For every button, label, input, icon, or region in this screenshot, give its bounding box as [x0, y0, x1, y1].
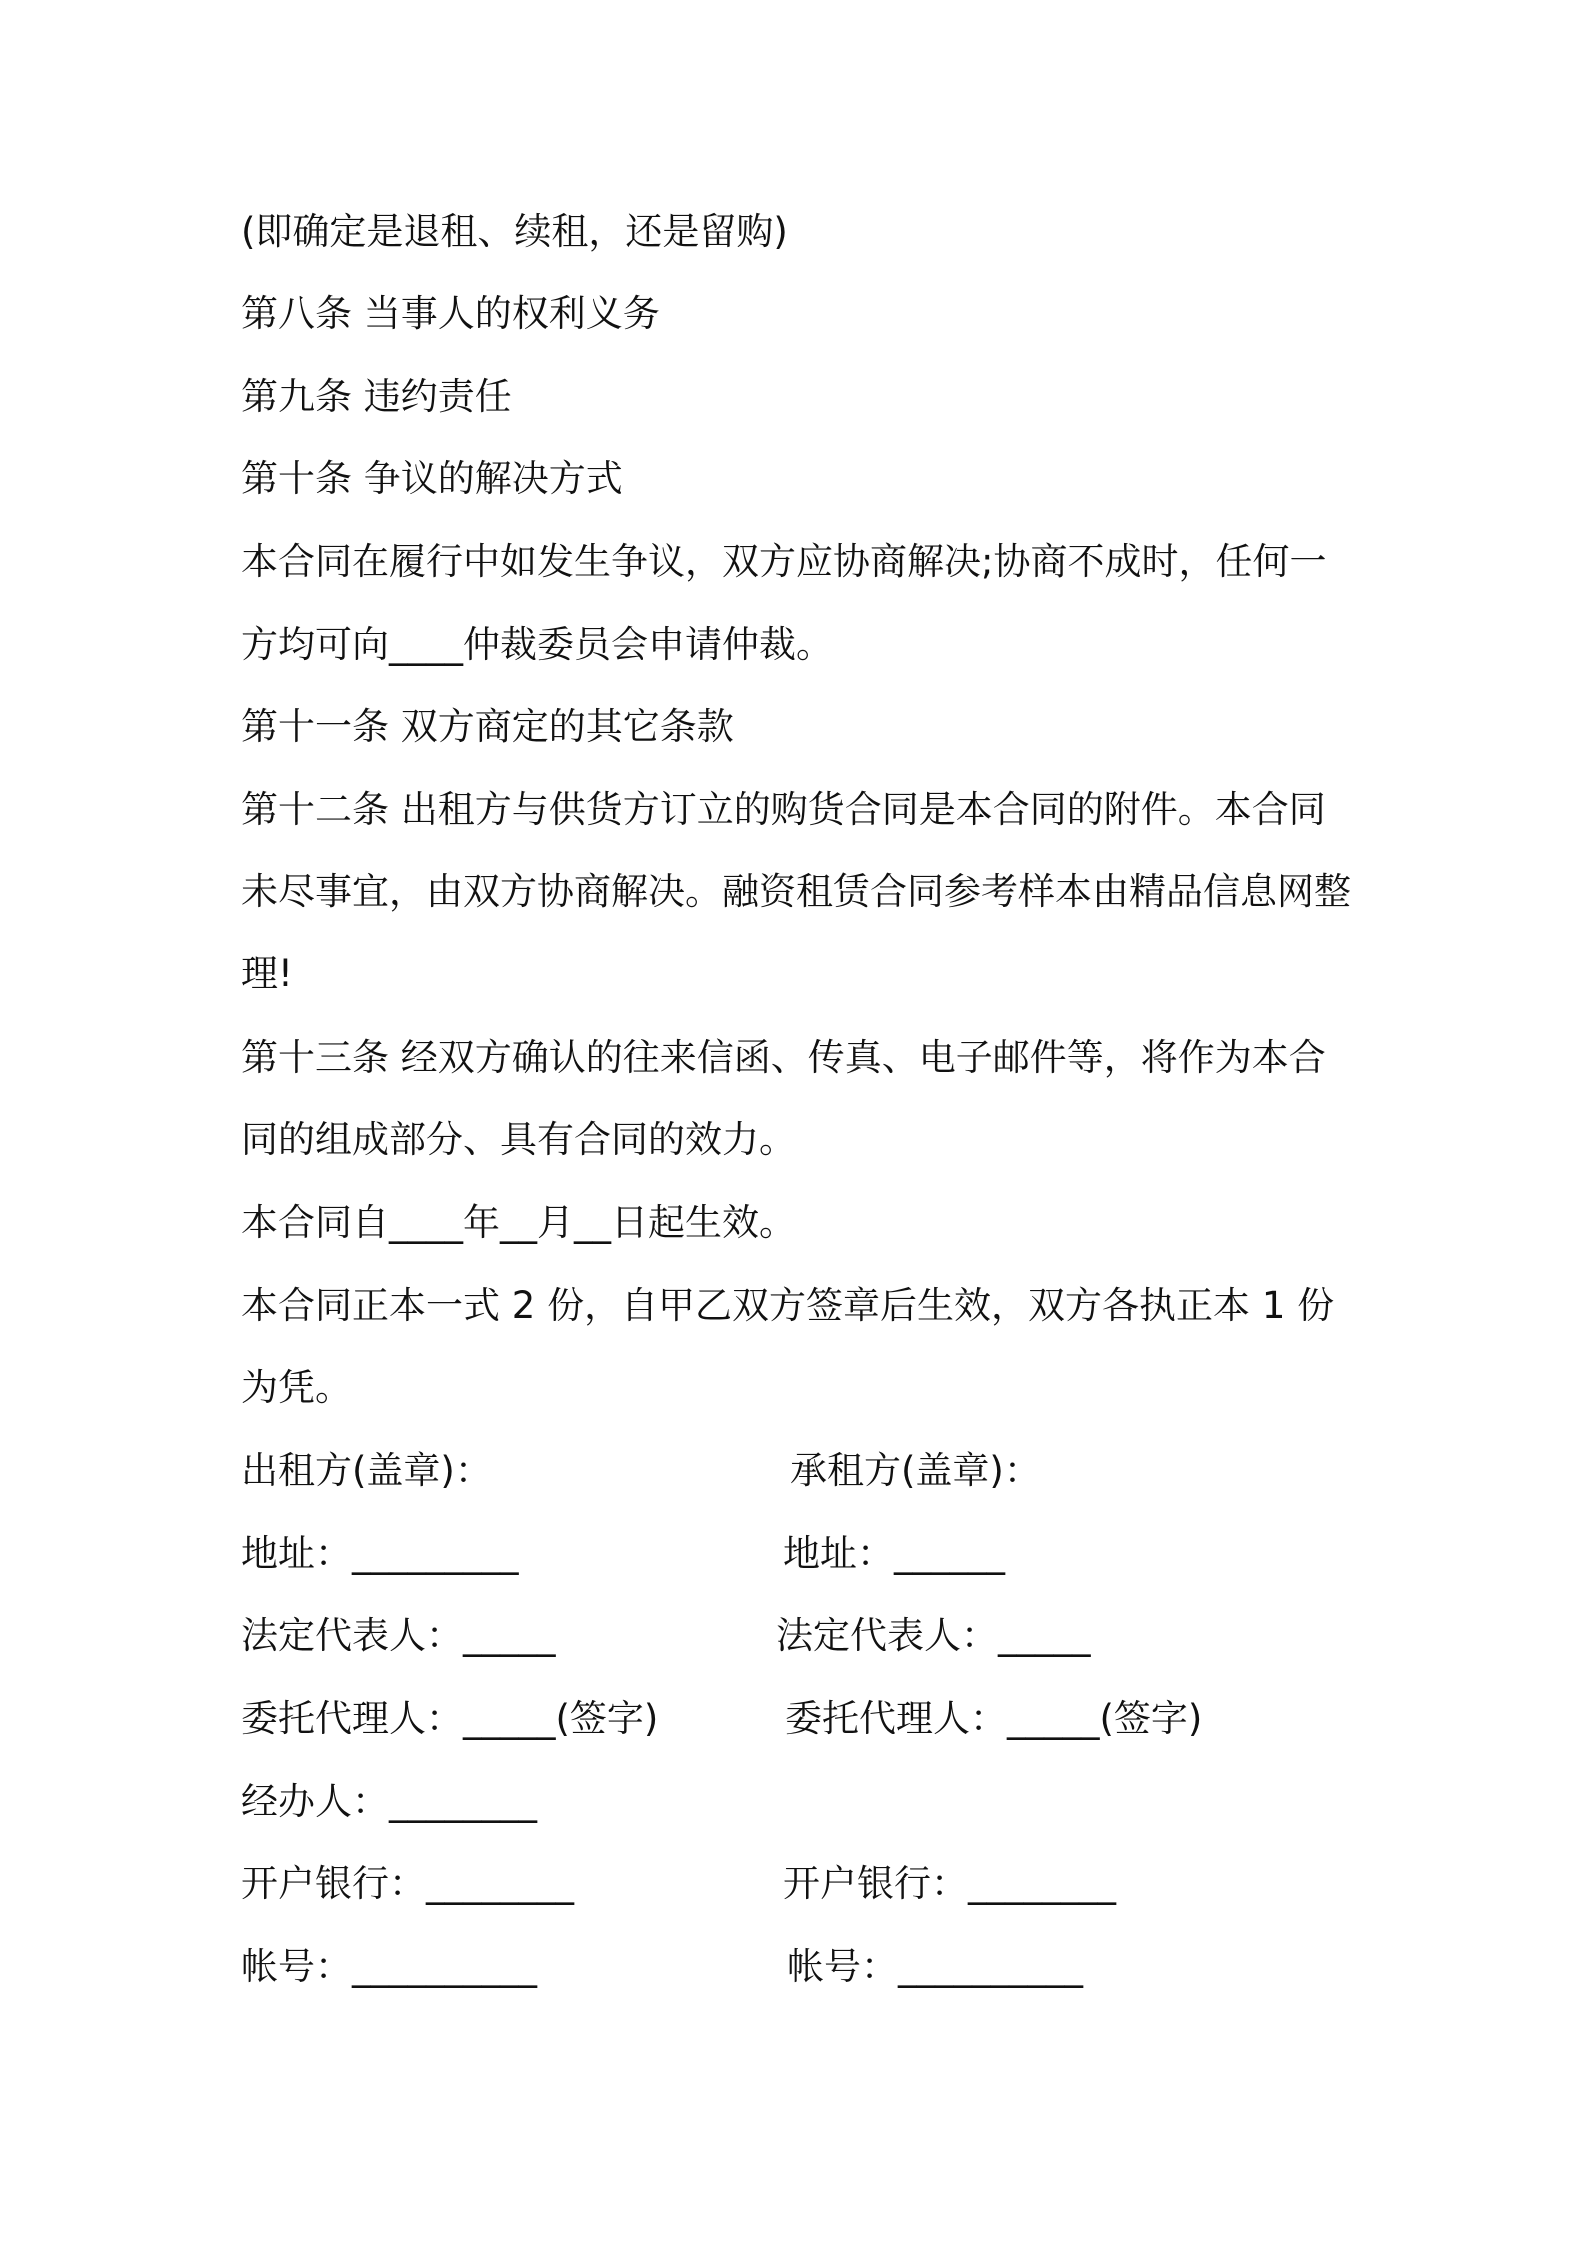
dispute-text-line-1: 本合同在履行中如发生争议，双方应协商解决;协商不成时，任何一: [241, 540, 1327, 583]
article-12-line-2: 未尽事宜，由双方协商解决。融资租赁合同参考样本由精品信息网整: [241, 870, 1351, 913]
article-13-line-2: 同的组成部分、具有合同的效力。: [241, 1118, 796, 1161]
lessor-account: 帐号：__________: [241, 1945, 537, 1988]
lessor-address: 地址：_________: [241, 1532, 519, 1575]
copies-line-2: 为凭。: [241, 1366, 352, 1409]
copies-line-1: 本合同正本一式 2 份，自甲乙双方签章后生效，双方各执正本 1 份: [241, 1284, 1335, 1327]
lessee-bank: 开户银行：________: [783, 1862, 1116, 1905]
lessee-agent: 委托代理人：_____(签字): [785, 1697, 1203, 1740]
lessee-account: 帐号：__________: [787, 1945, 1083, 1988]
effective-date-line: 本合同自____年__月__日起生效。: [241, 1201, 796, 1244]
article-8-heading: 第八条 当事人的权利义务: [241, 292, 660, 335]
lessee-address: 地址：______: [783, 1532, 1005, 1575]
dispute-text-line-2: 方均可向____仲裁委员会申请仲裁。: [241, 623, 833, 666]
paragraph-purchase-option: (即确定是退租、续租，还是留购): [241, 210, 788, 253]
article-9-heading: 第九条 违约责任: [241, 375, 512, 418]
article-12-line-3: 理!: [241, 952, 293, 995]
article-10-heading: 第十条 争议的解决方式: [241, 457, 623, 500]
article-11-heading: 第十一条 双方商定的其它条款: [241, 705, 734, 748]
article-12-line-1: 第十二条 出租方与供货方订立的购货合同是本合同的附件。本合同: [241, 788, 1326, 831]
lessee-seal: 承租方(盖章)：: [790, 1449, 1041, 1492]
lessor-handler: 经办人：________: [241, 1780, 537, 1823]
lessor-seal: 出租方(盖章)：: [241, 1449, 492, 1492]
lessor-bank: 开户银行：________: [241, 1862, 574, 1905]
lessor-legal-rep: 法定代表人：_____: [241, 1614, 556, 1657]
article-13-line-1: 第十三条 经双方确认的往来信函、传真、电子邮件等，将作为本合: [241, 1036, 1326, 1079]
lessor-agent: 委托代理人：_____(签字): [241, 1697, 659, 1740]
lessee-legal-rep: 法定代表人：_____: [776, 1614, 1091, 1657]
